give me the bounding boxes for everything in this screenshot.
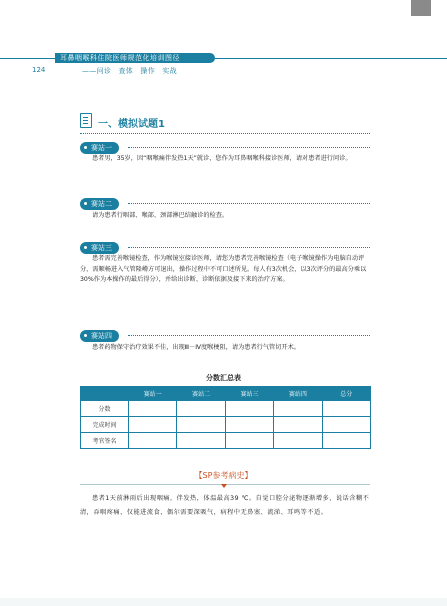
section-divider xyxy=(80,133,370,134)
station-tag-3: 赛站三 xyxy=(80,242,119,254)
table-cell xyxy=(225,417,273,433)
table-cell xyxy=(274,417,322,433)
table-cell xyxy=(177,401,225,417)
station-text-1: 患者男，35岁，因“咽喉痛伴发热1天”就诊，您作为耳鼻咽喉科接诊医师，请对患者进行问诊。 xyxy=(92,155,352,162)
table-cell xyxy=(177,417,225,433)
row-label-time: 完成时间 xyxy=(81,417,129,433)
score-table-header-row xyxy=(81,387,371,401)
station-text-3: 患者需完善喉镜检查，作为喉镜室接诊医师，请您为患者完善喉镜检查（电子喉镜操作为电脑自动评分，需顺畅进入气管隆嵴方可退出，操作过程中不可口述所见。每人有3次机会，以3次评分的最高分乘以30%作为本操作的最后得分），并给出诊断、诊断依据及接下来的治疗方案。 xyxy=(80,255,367,283)
header-cell-blank xyxy=(81,387,129,401)
table-cell xyxy=(129,417,177,433)
station-tag-1: 赛站一 xyxy=(80,142,119,154)
table-cell xyxy=(225,433,273,449)
score-table-title: 分数汇总表 xyxy=(206,374,241,382)
book-title: 耳鼻咽喉科住院医师规范化培训图径 xyxy=(60,54,180,62)
score-table xyxy=(80,386,371,449)
station-divider-2 xyxy=(128,203,370,204)
page-corner-tab xyxy=(411,0,431,16)
section-title: 一、模拟试题1 xyxy=(98,119,165,130)
triangle-down-icon xyxy=(221,484,227,488)
table-cell xyxy=(177,433,225,449)
table-row xyxy=(81,401,371,417)
header-cell-station-2: 赛站二 xyxy=(177,387,225,401)
station-tag-4: 赛站四 xyxy=(80,330,119,342)
header-cell-station-1: 赛站一 xyxy=(129,387,177,401)
table-cell xyxy=(322,401,370,417)
table-cell xyxy=(129,401,177,417)
header-cell-station-4: 赛站四 xyxy=(274,387,322,401)
station-divider-3 xyxy=(128,247,370,248)
sp-reference-text: 患者1天前淋雨后出现咽痛，伴发热，体温最高39 ℃。自觉口腔分泌物逐渐增多，说话含糊不清，吞咽疼痛，仅能进流食，偶尔需要深吸气，病程中无鼻塞、流涕、耳鸣等不适。 xyxy=(80,495,370,516)
station-tag-2: 赛站二 xyxy=(80,198,119,210)
table-cell xyxy=(274,401,322,417)
table-cell xyxy=(225,401,273,417)
row-label-signature: 考官签名 xyxy=(81,433,129,449)
header-cell-station-3: 赛站三 xyxy=(225,387,273,401)
header-cell-total: 总分 xyxy=(322,387,370,401)
sp-reference-title: 【SP参考病史】 xyxy=(194,471,253,480)
table-row xyxy=(81,433,371,449)
station-divider-4 xyxy=(128,335,370,336)
chapter-subnav: ——问诊 查体 操作 实战 xyxy=(82,67,177,75)
station-divider-1 xyxy=(128,147,370,148)
document-icon xyxy=(80,113,92,128)
table-cell xyxy=(322,433,370,449)
station-text-2: 请为患者行咽部、喉部、颈部淋巴结触诊的检查。 xyxy=(92,212,229,219)
page-number: 124 xyxy=(32,66,46,74)
row-label-score: 分数 xyxy=(81,401,129,417)
page-bottom-edge xyxy=(0,598,447,606)
table-cell xyxy=(322,417,370,433)
table-row xyxy=(81,417,371,433)
station-text-4: 患者药物保守治疗效果不佳，出现Ⅲ－Ⅳ度喉梗阻，请为患者行气管切开术。 xyxy=(92,344,300,351)
table-cell xyxy=(274,433,322,449)
table-cell xyxy=(129,433,177,449)
